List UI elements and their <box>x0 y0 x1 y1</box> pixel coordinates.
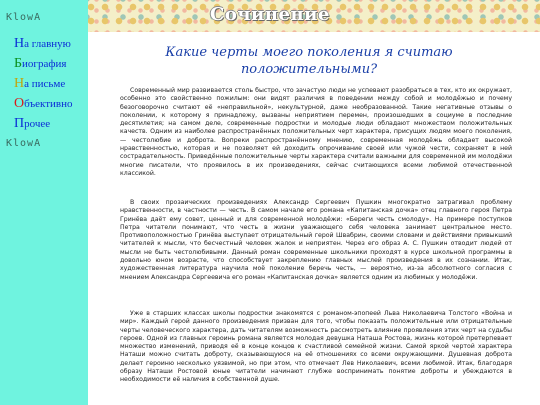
site-logo: KlowA <box>6 12 42 23</box>
nav-item-home[interactable] <box>14 36 71 52</box>
site-logo-secondary: KlowA <box>6 138 42 149</box>
nav-item-initial: О <box>14 96 25 111</box>
article-paragraph: Современный мир развивается столь быстро, что зачастую люди не успевают разобраться в тех, кто их окружает, особенно это свойственно пожилым: они видят различия в поведении между собой и молодёжью и почему безоговорочно считают её «неправильной», некультурной, даже необразованной. Такие негативные отзывы о поколении, к которому я принадлежу, вызваны неприятием перемен, произошедших в социуме в последние десятилетия; на самом деле, современные подростки и молодые люди обладают множеством положительных качеств. Одним из наиболее распространённых положительных черт характера, присущих людям моего поколения, — честолюбие и доброта. Вопреки распространённому мнению, современная молодёжь обладает высокой нравственностью, которая и не позволяет ей доходить опрочивание своей или чужой чести, сохраняет в ней сострадательность. Приведённые положительные черты характера считали важными для современной им молодёжи многие писатели, что проявилось в их произведениях, сейчас считающихся всеми любимой отечественной классикой. <box>120 87 512 177</box>
nav-item-label: рочее <box>24 118 51 130</box>
nav-item-label: а главную <box>24 38 71 50</box>
nav-item-biography[interactable] <box>14 56 66 72</box>
article-paragraph: Уже в старших классах школы подростки знакомятся с романом-эпопеей Льва Николаевича Толстого «Война и мир». Каждый герой данного произведения призван для того, чтобы показать положительные или отрицательные черты человеческого характера, дать читателям возможность рассмотреть влияние проявления этих черт на судьбы героев. Одной из главных героинь романа является молодая девушка Наташа Ростова, жизнь которой претерпевает множество изменений, приводя её в конце концов к счастливой семейной жизни. Самой яркой чертой характера Наташи можно считать доброту, сказывающуюся на её отношениях со всеми окружающими. Душевная доброта делает героиню несколько уязвимой, но при этом, что отмечает Лев Николаевич, всеми любимой. Итак, благодаря образу Наташи Ростовой юные читатели начинают глубже воспринимать понятие доброты и убеждаются в необходимости её наличия в собственной душе. <box>120 310 512 384</box>
nav-item-initial: П <box>14 116 25 131</box>
article-paragraph: В своих прозаических произведениях Александр Сергеевич Пушкин многократно затрагивал проблему нравственности, в частности — честь. В самом начале его романа «Капитанская дочка» отец главного героя Петра Гринёва даёт ему совет, ценный и для современной молодёжи: «Береги честь смолоду». На примере поступков Петра читатели понимают, что честь в жизни уважающего себя человека занимает центральное место. Противоположностью Гринёва выступает отрицательный герой Швабрин, своими словами и действиями привыкший читателей к мысли, что бесчестный человек жалок и неприятен. Через его образ А. С. Пушкин отводит людей от мысли не быть честолюбивыми. Данный роман современные школьники проходят в курсе школьной программы в довольно юном возрасте, что способствует закреплению главных мыслей произведения в их сознании. Итак, художественная литература научила моё поколение беречь честь, — вероятно, из-за абсолютного согласия с мнением Александра Сергеевича его роман «Капитанская дочка» является одним из любимых у молодёжи. <box>120 199 512 281</box>
banner-title: Сочинение <box>210 4 330 25</box>
nav-item-objectively[interactable] <box>14 96 73 112</box>
nav-item-initial: Н <box>14 36 25 51</box>
nav-item-label: а письме <box>24 78 66 90</box>
nav-item-label: иография <box>22 58 67 70</box>
nav-item-letters[interactable] <box>14 76 65 92</box>
nav-item-initial: Б <box>14 56 23 71</box>
nav-item-initial: Н <box>14 76 25 91</box>
nav-item-other[interactable] <box>14 116 50 132</box>
article-title: Какие черты моего поколения я считаю положительными? <box>165 45 453 77</box>
nav-item-label: бъективно <box>24 98 73 110</box>
sidebar <box>0 0 88 405</box>
article-content <box>88 32 540 405</box>
